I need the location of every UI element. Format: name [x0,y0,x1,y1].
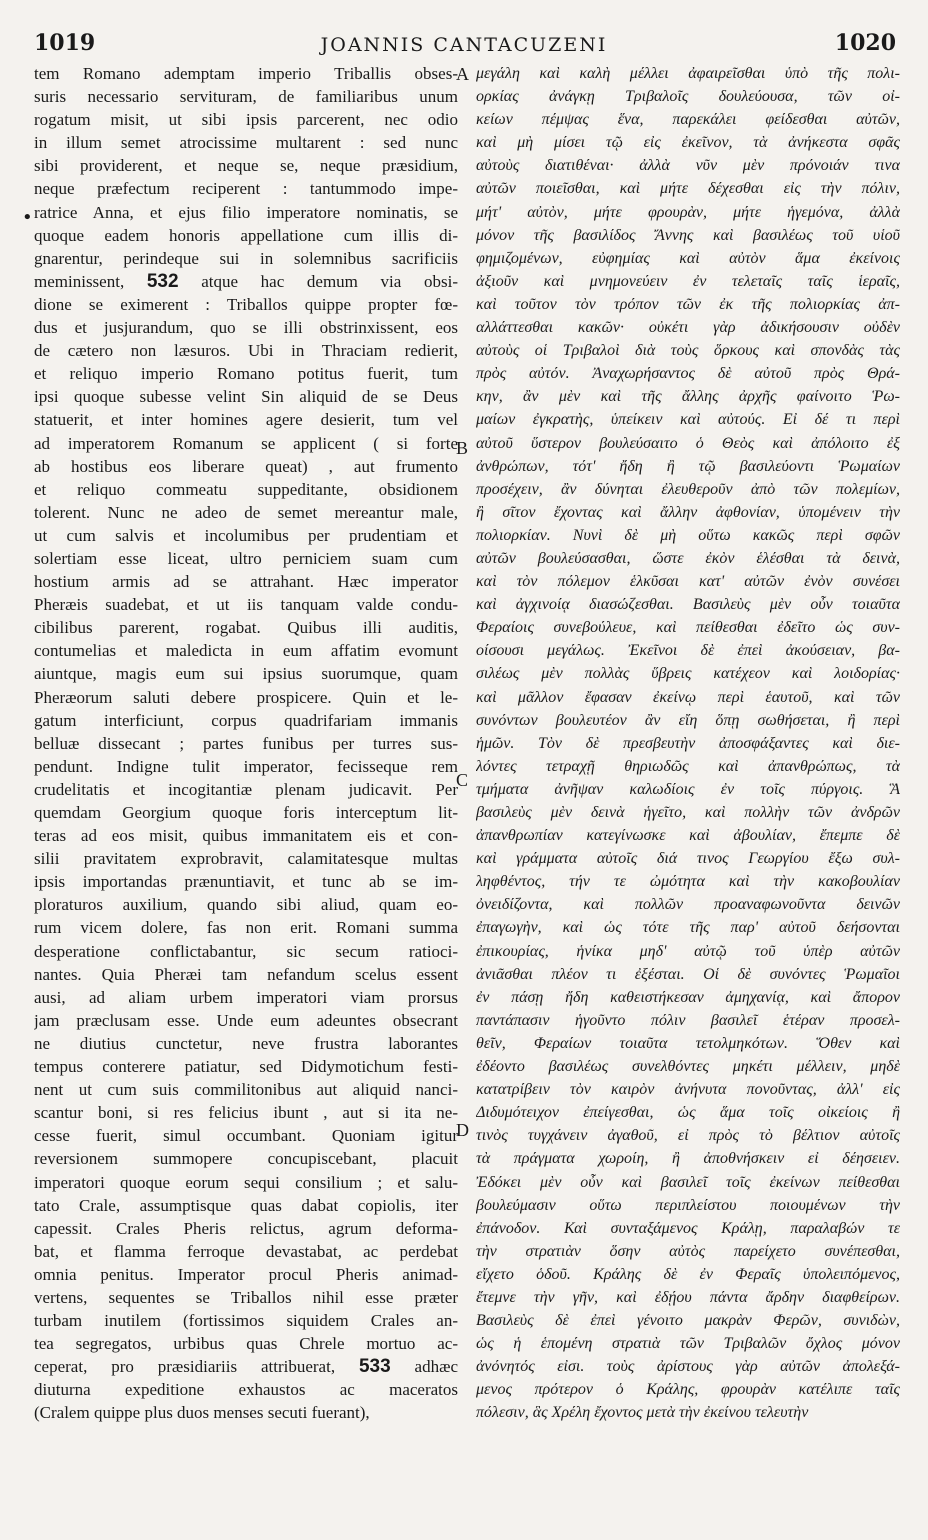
latin-text-line: ne diutius cunctetur, neve frustra laborantes [34,1033,458,1053]
greek-text-line: τινὸς τυγχάνειν ἀγαθοῦ, εἰ πρὸς τὸ βέλτιον αὐτοῖς [476,1127,900,1145]
greek-text-line: καὶ μὴ μίσει τῷ εἰς ἐκεῖνον, τὰ ἀνήκεστα σφᾶς [476,134,900,152]
greek-text-line: ἔτεμνε τὴν γῆν, καὶ ἐδῄου πάντα ἄρδην διαφθείρων. [476,1288,900,1306]
margin-letter-b: B [456,438,469,458]
latin-text-line: ipsi quoque subesse velint Sin aliquid de se Deus [34,387,458,407]
latin-text-line: gatum interficiunt, corpus quadrifariam immanis [34,710,458,730]
margin-letter-a: A [456,64,469,84]
greek-text-line: ορκίας ἀνάγκῃ Τριβαλοῖς δουλεύουσα, τῶν οἰ- [476,88,900,106]
latin-text-line: meminissent, 532 atque hac demum via obsi- [34,270,458,292]
latin-text-line: ab hostibus eos liberare queat) , aut frumento [34,456,458,476]
greek-text-line: συνόντων βουλευτέον ἂν εἴη ὅπῃ σωθήσεται, ἢ περὶ [476,711,900,729]
greek-text-line: πρὸς αὐτόν. Ἀναχωρήσαντος δὲ αὐτοῦ πρὸς Θρά- [476,365,900,383]
greek-text-line: ληφθέντος, τήν τε ὠμότητα καὶ τὴν κακοβουλίαν [476,873,900,891]
margin-dot: • [22,207,33,228]
latin-text-line: vertens, sequentes se Triballos nihil esse præter [34,1287,458,1307]
latin-text-line: statuerit, et inter homines agere desierit, tum vel [34,410,458,430]
greek-text-line: ἐπικουρίας, ἡνίκα μηδ' αὐτῷ τοῦ ὑπὲρ αὐτῶν [476,942,900,960]
latin-text-line: cibilibus parerent, rogabat. Quibus illi auditis, [34,618,458,638]
latin-text-line: neque præfectum reciperent : tantummodo impe- [34,179,458,199]
latin-text-line: reversionem summopere concupiscebant, placuit [34,1149,458,1169]
greek-text-line: ἐν πάσῃ ἤδη καθειστήκεσαν ἀμηχανίᾳ, καὶ ἄπορον [476,988,900,1006]
greek-text-line: μεγάλη καὶ καλὴ μέλλει ἀφαιρεῖσθαι ὑπὸ τῆς πολι- [476,65,900,82]
greek-text-line: λόντες τετραχῇ θηριωδῶς καὶ ἀπανθρώπως, τὰ [476,757,900,775]
page-number-right: 1020 [834,30,896,56]
greek-text-line: ἐδέοντο βασιλέως συνελθόντες μηκέτι μέλλειν, μηδὲ [476,1058,900,1076]
greek-text-line: πολιορκίαν. Νυνὶ δὲ μὴ οὕτω κακῶς περὶ σφῶν [476,526,900,544]
page-header [0,0,928,62]
greek-text-line: αὐτῶν ποιεῖσθαι, καὶ μήτε δέχεσθαι εἰς τὴν πόλιν, [476,180,900,198]
greek-text-line: τμήματα ἀνῆψαν καλωδίοις ἐν τοῖς πύργοις. Ἃ [476,780,900,798]
greek-text-line: αὐτῶν βουλεύσασθαι, ὥστε ἐκὸν ἑλέσθαι τὰ δεινὰ, [476,549,900,567]
greek-text-line: οίσουσι μεγάλως. Ἐκεῖνοι δὲ ἐπεὶ ἀκούσειαν, βα- [476,642,900,660]
latin-text-line: silii pravitatem exprobravit, calamitatesque multas [34,849,458,869]
greek-text-line: ἀνόνητός εἰσι. τοὺς ἀρίστους γὰρ αὐτῶν ἀπολεξά- [476,1358,900,1376]
greek-text-line: ἡμῶν. Τὸν δὲ πρεσβευτὴν ἀποσφάξαντες καὶ διε- [476,734,900,752]
greek-text-line: καὶ τοῦτον τὸν τρόπον τῶν ἐκ τῆς πολιορκίας ἀπ- [476,295,900,313]
greek-text-line: Διδυμότειχον ἐπείγεσθαι, ὡς ἅμα τοῖς οἰκείοις ἢ [476,1104,900,1122]
greek-text-line: κείων πέμψας ἕνα, παρεκάλει φείδεσθαι αὐτῶν, [476,111,900,129]
greek-column [476,62,900,1425]
latin-text-line: tolerent. Nunc ne adeo de semet mereantur male, [34,502,458,522]
greek-text-line: καὶ γράμματα αὐτοῖς διά τινος Γεωργίου ἔξω συλ- [476,850,900,868]
latin-text-line: Pheræis suadebat, et ut iis tanquam valde condu- [34,595,458,615]
latin-text-line: sibi providerent, et neque se, neque præsidium, [34,156,458,176]
greek-text-line: μόνον τῆς βασιλίδος Ἄννης καὶ βασιλέως τοῦ υἱοῦ [476,226,900,244]
latin-text-line: pendunt. Indigne tulit imperator, fecisseque rem [34,756,458,776]
latin-text-line: et reliquo commeatu suppeditante, obsidionem [34,479,458,499]
latin-text-line: ploraturos auxilium, quando sibi aliud, quam eo- [34,895,458,915]
latin-text-line: aiuntque, magis eum sui ipsius suorumque, quam [34,664,458,684]
latin-text-line: tem Romano ademptam imperio Triballis obses- [34,64,458,83]
latin-text-line: crudelitatis et incogitantiæ plenam judicavit. Per [34,779,458,799]
latin-text-line: ut cum salvis et incolumibus per prudentiam et [34,525,458,545]
greek-text-line: καὶ ἀγχινοίᾳ διασώζεσθαι. Βασιλεὺς μὲν οὖν τοιαῦτα [476,596,900,614]
greek-text-line: μήτ' αὐτὸν, μήτε φρουρὰν, μήτε ἡγεμόνα, ἀλλὰ [476,203,900,221]
latin-text-line: diuturna expeditione exhaustos ac maceratos [34,1380,458,1400]
greek-text-line: κατατρίβειν τὸν καιρὸν ἀνήνυτα πονοῦντας, ἀλλ' εἰς [476,1081,900,1099]
latin-text-line: quoque eadem honoris appellatione cum illis di- [34,225,458,245]
greek-text-line: πόλεσιν, ἃς Χρέλη ἔχοντος μετὰ τὴν ἐκείνου τελευτὴν [476,1404,809,1422]
latin-column [34,62,458,1425]
greek-text-line: εἴχετο ὁδοῦ. Κράλης δὲ ἐν Φεραῖς ὑπολειπόμενος, [476,1265,900,1283]
latin-text-line: tea segregatos, urbibus quas Chrele mortuo ac- [34,1334,458,1354]
latin-text-line: capessit. Crales Pheris relictus, agrum deforma- [34,1218,458,1238]
greek-text-line: Φεραίοις συνεβούλευε, καὶ πείθεσθαι ἐδεῖτο ὡς συν- [476,619,900,637]
greek-text-line: τὴν στρατιὰν ὅσην αὐτὸς παρείχετο συνέπεσθαι, [476,1242,900,1260]
greek-text-line: παντάπασιν ἡγοῦντο πόλιν βασιλεῖ ἑτέραν προσελ- [476,1011,900,1029]
margin-letter-d: D [456,1120,469,1140]
latin-text-line: contumelias et maledicta in eum affatim evomunt [34,641,458,661]
greek-text-line: θεῖν, Φεραίων τοιαῦτα τετολμηκότων. Ὅθεν καὶ [476,1034,900,1052]
latin-text-line: gnarentur, perindeque sui in solemnibus sacrificiis [34,248,458,268]
running-title: JOANNIS CANTACUZENI [320,34,608,56]
greek-text-line: αλλάττεσθαι κακῶν· οὐκέτι γὰρ ἀδικήσουσιν οὐδὲν [476,319,900,337]
greek-text-line: ἀνιᾶσθαι πλέον τι ἐξέσται. Οἱ δὲ συνόντες Ῥωμαῖοι [476,965,900,983]
greek-text-line: αὐτοῦ ὕστερον βουλεύσαιτο ὁ Θεὸς καὶ ἀπόλοιτο ἐξ [476,434,900,452]
latin-text-line: jam præclusam esse. Unde eum adeuntes obsecrant [34,1010,458,1030]
greek-text-line: κην, ἂν μὲν καὶ τῆς ἄλλης ἀρχῆς φαίνοιτο Ῥω- [476,388,900,406]
latin-text-line: tato Crale, assumptisque quas dabat copiolis, iter [34,1195,458,1215]
latin-text-line: belluæ dissecant ; partes funibus per turres sus- [34,733,458,753]
greek-text-line: μαίων ἐγκρατὴς, ὑπείκειν καὶ αὐτούς. Εἰ δέ τι περὶ [476,411,900,429]
section-number: 532 [146,270,179,292]
latin-text-line: teras ad eos misit, quibus immanitatem eis et con- [34,826,458,846]
page-number-left: 1019 [34,30,96,56]
latin-text-line: tempus conterere patiatur, sed Didymotichum festi- [34,1057,458,1077]
latin-text-line: ceperat, pro præsidiariis attribuerat, 533 adhæc [34,1356,458,1378]
greek-text-line: αὐτοὺς οἱ Τριβαλοὶ διὰ τοὺς ὅρκους καὶ σπονδὰς τὰς [476,342,900,360]
latin-text-line: rum vicem dolere, fas non erit. Romani summa [34,918,458,938]
section-number: 533 [358,1356,391,1378]
latin-text-line: solertiam esse liceat, ultro perniciem suam cum [34,548,458,568]
latin-text-line: rogatum misit, ut sibi ipsis parcerent, nec odio [34,110,458,130]
latin-text-line: in illum semet atrocissime multarent : sed nunc [34,133,458,153]
greek-text-line: αὐτοὺς διατιθέναι· ἀλλὰ νῦν μὲν πρόνοιάν τινα [476,157,900,175]
greek-text-line: φημιζομένων, εὐφημίας καὶ αὐτὸν ἅμα ἐκείνοις [476,249,900,267]
latin-text-line: dus et jusjurandum, quo se illi obstrinxissent, eos [34,318,458,338]
greek-text-line: ὀνειδίζοντα, καὶ πολλῶν προαναφωνοῦντα δεινῶν [476,896,900,914]
latin-text-line: ipsis importandas prænuntiavit, et tunc ab se im- [34,872,458,892]
greek-text-line: ὡς ἡ ἑπομένη στρατιὰ τῶν Τριβαλῶν ὄχλος μόνον [476,1335,900,1353]
latin-text-line: scantur boni, si res felicius ibunt , aut si ita ne- [34,1103,458,1123]
latin-text-line: nantes. Quia Pheræi tam nefandum scelus essent [34,964,458,984]
latin-text-line: ad imperatorem Romanum se applicent ( si forte [34,433,458,453]
greek-text-line: μενος πρότερον ὁ Κράλης, φρουρὰν κατέλιπε ταῖς [476,1381,900,1399]
margin-letter-c: C [456,770,469,790]
latin-text-line: ausi, ad aliam urbem imperatori viam prorsus [34,987,458,1007]
greek-text-line: σιλέως μὲν πολλὰς ὕβρεις κατέχεον καὶ λοιδορίας· [476,665,900,683]
greek-text-line: καὶ μᾶλλον ἔφασαν ἐκείνῳ περὶ ἑαυτοῦ, καὶ τῶν [476,688,900,706]
latin-text-line: quemdam Georgium quoque foris interceptum lit- [34,803,458,822]
greek-text-line: ἐπαγωγὴν, καὶ ὡς τότε τῆς παρ' αὐτοῦ δεήσονται [476,919,900,937]
greek-text-line: ἢ σῖτον ἔχοντας καὶ ἄλλην ἀφθονίαν, ὑπομένειν τὴν [476,503,900,521]
latin-text-line: turbam inutilem (fortissimos siquidem Crales an- [34,1311,458,1331]
latin-text-line: imperatori quoque eorum sequi consilium ; et salu- [34,1172,458,1192]
greek-text-line: προσέχειν, ἂν δύνηται ἐλευθεροῦν ἀπὸ τῶν πολεμίων, [476,480,900,498]
greek-text-line: καὶ τὸν πόλεμον ἑλκῦσαι κατ' αὐτῶν ἐνὸν συνέσει [476,573,900,591]
greek-text-line: Ἐδόκει μὲν οὖν καὶ βασιλεῖ τοῖς ἐκείνων πείθεσθαι [476,1173,900,1191]
latin-text-line: nent ut cum suis commilitonibus aut aliquid nanci- [34,1080,458,1100]
latin-text-line: omnia penitus. Imperator procul Pheris animad- [34,1264,458,1284]
latin-text-line: (Cralem quippe plus duos menses secuti fuerant), [34,1403,370,1423]
latin-text-line: desperatione conflictabantur, sic secum ratioci- [34,941,458,961]
greek-text-line: ἀξιοῦν καὶ μνημονεύειν ἐν τελεταῖς ταῖς ἱεραῖς, [476,272,900,290]
latin-text-line: hostium armis ad se attrahant. Hæc imperator [34,572,458,592]
greek-text-line: βουλεύμασιν οὕτω περιπλείστου ποιουμένων τὴν [476,1196,900,1214]
latin-text-line: dione se eximerent : Triballos quippe propter fœ- [34,294,458,314]
latin-text-line: cesse fuerit, simul occumbant. Quoniam igitur [34,1126,458,1146]
latin-text-line: bat, et flamma ferroque devastabat, ac perdebat [34,1241,458,1261]
latin-text-line: de cætero non læsuros. Ubi in Thraciam redierit, [34,341,458,361]
greek-text-line: ἀπανθρωπίαν κατεγίνωσκε καὶ ἀβουλίαν, ἔπεμπε δὲ [476,827,900,845]
greek-text-line: ἐπάνοδον. Καὶ συνταξάμενος Κράλῃ, παραλαβών τε [476,1219,900,1237]
latin-text-line: suris necessario servituram, de familiaribus unum [34,87,458,107]
greek-text-line: ἀνθρώπων, τότ' ἤδη ἢ τῷ βασιλεύοντι Ῥωμαίων [476,457,900,475]
latin-text-line: et reliquo imperio Romano potitus fuerit, tum [34,364,458,384]
latin-text-line: ratrice Anna, et ejus filio imperatore nominatis, se [34,202,458,222]
greek-text-line: βασιλεὺς μὲν δεινὰ ἡγεῖτο, καὶ πολλὴν τῶν ἀνδρῶν [476,804,900,821]
greek-text-line: τὰ πράγματα χωροίη, ἢ ἀποθνήσκειν εἰ δέησειεν. [476,1150,900,1168]
greek-text-line: Βασιλεὺς δὲ ἐπεὶ γένοιτο μακρὰν Φερῶν, συνιδὼν, [476,1312,900,1330]
latin-text-line: Pheræorum saluti debere prospicere. Quin et le- [34,687,458,707]
